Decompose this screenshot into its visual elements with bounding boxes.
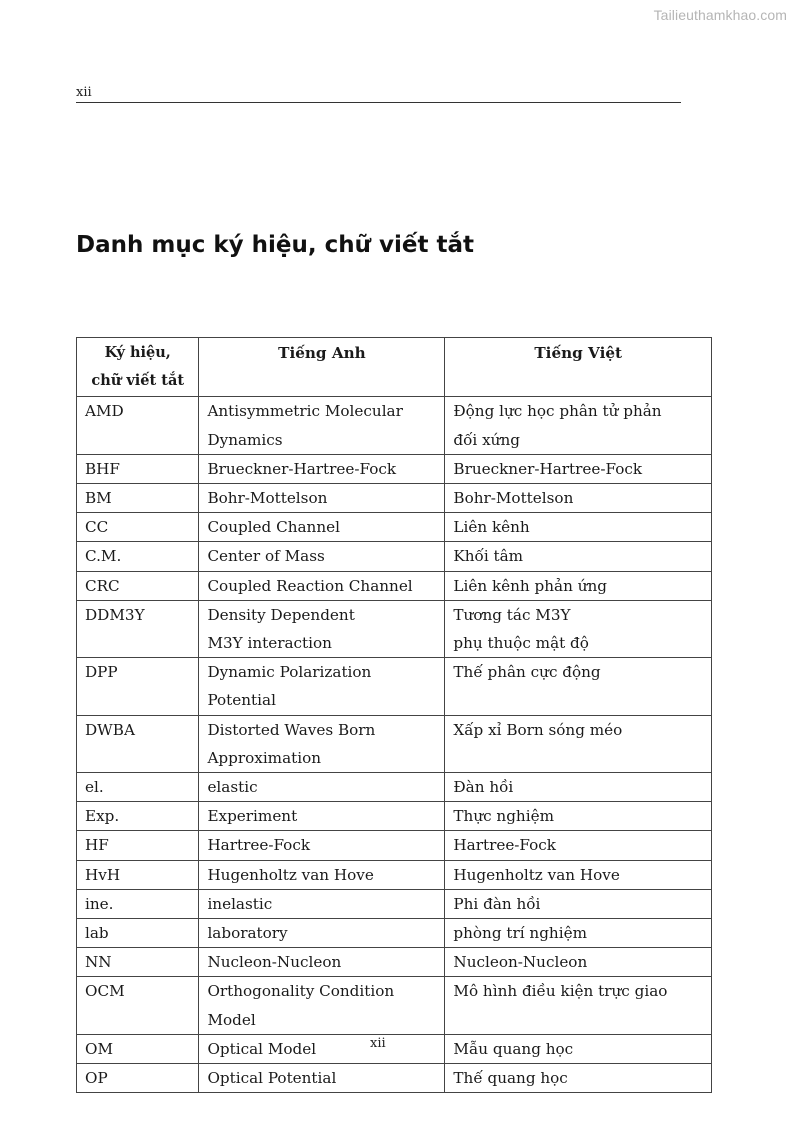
header-abbreviation — [77, 338, 199, 397]
abbreviation-cell: OCM — [77, 977, 199, 1034]
abbreviation-cell: DDM3Y — [77, 600, 199, 657]
abbreviation-cell: lab — [77, 919, 199, 948]
vietnamese-term-cell: Hugenholtz van Hove — [445, 860, 712, 889]
vietnamese-term-cell: Liên kênh phản ứng — [445, 571, 712, 600]
abbreviation-cell: OM — [77, 1034, 199, 1063]
table-row — [77, 889, 712, 918]
table-row — [77, 1034, 712, 1063]
vietnamese-term-cell: Liên kênh — [445, 513, 712, 542]
vietnamese-term-cell: Hartree-Fock — [445, 831, 712, 860]
english-term-cell: Optical Model — [199, 1034, 445, 1063]
table-row — [77, 773, 712, 802]
abbreviation-table — [76, 337, 712, 1093]
watermark: Tailieuthamkhao.com — [653, 7, 787, 23]
header-abbreviation-label: Ký hiệu, chữ viết tắt — [91, 344, 185, 390]
english-term-cell: Distorted Waves Born Approximation — [199, 715, 445, 772]
table-row — [77, 454, 712, 483]
table-row — [77, 802, 712, 831]
english-term-cell: Bohr-Mottelson — [199, 484, 445, 513]
abbreviation-cell: CC — [77, 513, 199, 542]
header-english-label: Tiếng Anh — [278, 344, 366, 362]
table-row — [77, 571, 712, 600]
table-row — [77, 658, 712, 715]
english-term-cell: Density Dependent M3Y interaction — [199, 600, 445, 657]
abbreviation-cell: AMD — [77, 397, 199, 454]
abbreviation-cell: BM — [77, 484, 199, 513]
table-row — [77, 397, 712, 454]
vietnamese-term-cell: Bohr-Mottelson — [445, 484, 712, 513]
table-row — [77, 715, 712, 772]
abbreviation-cell: ine. — [77, 889, 199, 918]
vietnamese-term-cell: Phi đàn hồi — [445, 889, 712, 918]
page-number: xii — [370, 1036, 386, 1051]
table-row — [77, 600, 712, 657]
table-row — [77, 919, 712, 948]
english-term-cell: Coupled Reaction Channel — [199, 571, 445, 600]
abbreviation-cell: C.M. — [77, 542, 199, 571]
vietnamese-term-cell: Tương tác M3Y phụ thuộc mật độ — [445, 600, 712, 657]
vietnamese-term-cell: Mô hình điều kiện trực giao — [445, 977, 712, 1034]
english-term-cell: Coupled Channel — [199, 513, 445, 542]
vietnamese-term-cell: Thế quang học — [445, 1064, 712, 1093]
vietnamese-term-cell: Thế phân cực động — [445, 658, 712, 715]
table-body — [77, 397, 712, 1093]
table-row — [77, 831, 712, 860]
header-english — [199, 338, 445, 397]
vietnamese-term-cell: Xấp xỉ Born sóng méo — [445, 715, 712, 772]
abbreviation-cell: HvH — [77, 860, 199, 889]
abbreviation-cell: DWBA — [77, 715, 199, 772]
english-term-cell: inelastic — [199, 889, 445, 918]
vietnamese-term-cell: Động lực học phân tử phản đối xứng — [445, 397, 712, 454]
english-term-cell: Hugenholtz van Hove — [199, 860, 445, 889]
abbreviation-cell: OP — [77, 1064, 199, 1093]
vietnamese-term-cell: Nucleon-Nucleon — [445, 948, 712, 977]
english-term-cell: Hartree-Fock — [199, 831, 445, 860]
page-title: Danh mục ký hiệu, chữ viết tắt — [76, 232, 474, 258]
vietnamese-term-cell: Brueckner-Hartree-Fock — [445, 454, 712, 483]
english-term-cell: Dynamic Polarization Potential — [199, 658, 445, 715]
table-row — [77, 948, 712, 977]
vietnamese-term-cell: Đàn hồi — [445, 773, 712, 802]
abbreviation-cell: BHF — [77, 454, 199, 483]
vietnamese-term-cell: Mẫu quang học — [445, 1034, 712, 1063]
english-term-cell: Optical Potential — [199, 1064, 445, 1093]
vietnamese-term-cell: Khối tâm — [445, 542, 712, 571]
table-row — [77, 1064, 712, 1093]
english-term-cell: Antisymmetric Molecular Dynamics — [199, 397, 445, 454]
table-row — [77, 484, 712, 513]
table-row — [77, 542, 712, 571]
english-term-cell: Center of Mass — [199, 542, 445, 571]
table-row — [77, 860, 712, 889]
abbreviation-cell: CRC — [77, 571, 199, 600]
abbreviation-cell: HF — [77, 831, 199, 860]
english-term-cell: Experiment — [199, 802, 445, 831]
vietnamese-term-cell: Thực nghiệm — [445, 802, 712, 831]
english-term-cell: Orthogonality Condition Model — [199, 977, 445, 1034]
running-head: xii — [76, 85, 92, 100]
table-row — [77, 977, 712, 1034]
header-vietnamese — [445, 338, 712, 397]
english-term-cell: laboratory — [199, 919, 445, 948]
header-rule — [76, 102, 681, 103]
vietnamese-term-cell: phòng trí nghiệm — [445, 919, 712, 948]
abbreviation-cell: el. — [77, 773, 199, 802]
english-term-cell: Nucleon-Nucleon — [199, 948, 445, 977]
abbreviation-cell: Exp. — [77, 802, 199, 831]
table-header-row — [77, 338, 712, 397]
table-row — [77, 513, 712, 542]
english-term-cell: elastic — [199, 773, 445, 802]
english-term-cell: Brueckner-Hartree-Fock — [199, 454, 445, 483]
abbreviation-cell: DPP — [77, 658, 199, 715]
header-vietnamese-label: Tiếng Việt — [534, 344, 623, 362]
abbreviation-cell: NN — [77, 948, 199, 977]
